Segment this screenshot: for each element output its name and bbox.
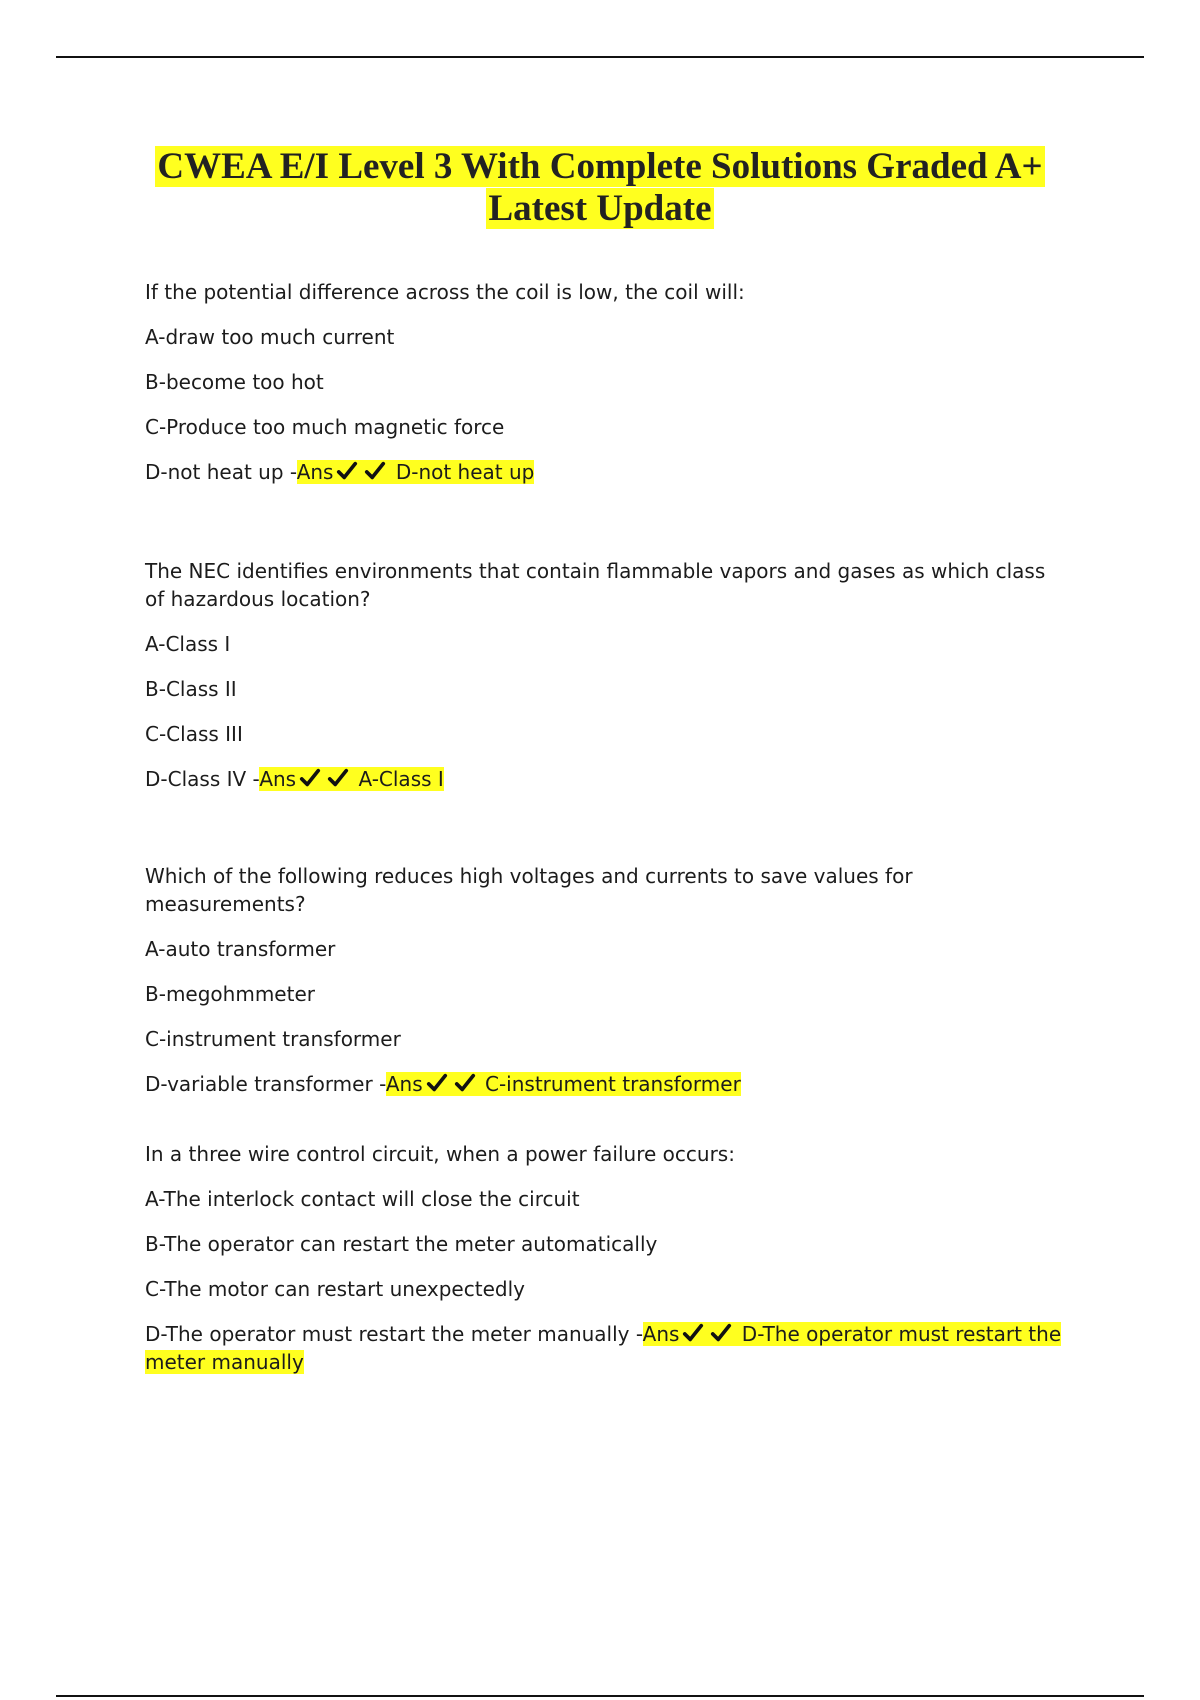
check-icon [336, 460, 358, 482]
option-b: B-Class II [145, 677, 237, 701]
answer-prefix: - [289, 460, 297, 484]
answer-label: Ans [296, 460, 334, 484]
question-stem: In a three wire control circuit, when a power failure occurs: [145, 1142, 735, 1166]
option-a: A-draw too much current [145, 325, 395, 349]
answer-prefix: - [252, 767, 260, 791]
title-line-2: Latest Update [488, 188, 712, 229]
title-line-1: CWEA E/I Level 3 With Complete Solutions Graded A+ [157, 146, 1043, 187]
option-a: A-The interlock contact will close the circuit [145, 1187, 580, 1211]
check-icon [682, 1322, 704, 1344]
check-icon [299, 767, 321, 789]
document-title [0, 146, 1200, 230]
check-icon [454, 1072, 476, 1094]
answer-label: Ans [259, 767, 297, 791]
bottom-rule [56, 1695, 1144, 1697]
check-icon [710, 1322, 732, 1344]
question-block [145, 862, 1065, 1098]
option-a: A-auto transformer [145, 937, 336, 961]
option-d: D-not heat up [145, 460, 284, 484]
question-block [145, 278, 1065, 486]
answer-text: D-The operator must restart the meter manually [145, 1322, 1062, 1374]
option-d-with-answer [145, 458, 1065, 486]
check-icon [364, 460, 386, 482]
option-b: B-The operator can restart the meter automatically [145, 1232, 658, 1256]
answer-text: C-instrument transformer [484, 1072, 741, 1096]
option-c: C-The motor can restart unexpectedly [145, 1277, 525, 1301]
option-b: B-become too hot [145, 370, 324, 394]
question-block [145, 1140, 1065, 1376]
answer-highlight [297, 460, 535, 484]
option-d: D-Class IV [145, 767, 247, 791]
question-block [145, 557, 1065, 793]
option-a: A-Class I [145, 632, 231, 656]
answer-prefix: - [635, 1322, 643, 1346]
answer-label: Ans [385, 1072, 423, 1096]
option-d-with-answer [145, 1320, 1065, 1376]
option-c: C-Produce too much magnetic force [145, 415, 505, 439]
question-stem: Which of the following reduces high voltages and currents to save values for measurements? [145, 864, 913, 916]
option-d: D-variable transformer [145, 1072, 373, 1096]
answer-highlight [259, 767, 443, 791]
answer-label: Ans [642, 1322, 680, 1346]
option-d: D-The operator must restart the meter manually [145, 1322, 630, 1346]
answer-text: A-Class I [358, 767, 444, 791]
answer-highlight [386, 1072, 741, 1096]
question-stem: If the potential difference across the coil is low, the coil will: [145, 280, 745, 304]
top-rule [56, 56, 1144, 58]
question-stem: The NEC identifies environments that contain flammable vapors and gases as which class of hazardous location? [145, 559, 1046, 611]
option-d-with-answer [145, 765, 1065, 793]
option-c: C-instrument transformer [145, 1027, 401, 1051]
check-icon [327, 767, 349, 789]
answer-text: D-not heat up [395, 460, 535, 484]
option-c: C-Class III [145, 722, 243, 746]
option-d-with-answer [145, 1070, 1065, 1098]
answer-prefix: - [379, 1072, 386, 1096]
option-b: B-megohmmeter [145, 982, 315, 1006]
check-icon [426, 1072, 448, 1094]
